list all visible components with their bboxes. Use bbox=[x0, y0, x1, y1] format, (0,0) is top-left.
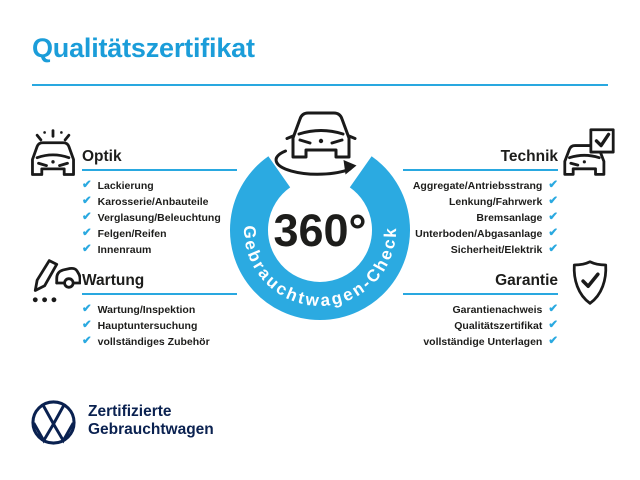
check-icon: ✔ bbox=[82, 227, 92, 240]
check-icon: ✔ bbox=[548, 179, 558, 192]
check-item-label: Lackierung bbox=[97, 180, 154, 192]
check-item bbox=[82, 318, 210, 334]
check-icon: ✔ bbox=[548, 335, 558, 348]
check-item bbox=[476, 210, 558, 226]
check-icon: ✔ bbox=[548, 243, 558, 256]
check-item-label: Hauptuntersuchung bbox=[97, 320, 198, 332]
check-item bbox=[82, 226, 221, 242]
check-item-label: Felgen/Reifen bbox=[97, 228, 167, 240]
check-icon: ✔ bbox=[548, 227, 558, 240]
check-item bbox=[454, 318, 558, 334]
check-icon: ✔ bbox=[548, 195, 558, 208]
check-item-label: Verglasung/Beleuchtung bbox=[97, 212, 221, 224]
car-rotation-icon bbox=[276, 113, 356, 175]
brand-wordmark bbox=[88, 403, 214, 438]
check-item bbox=[82, 334, 210, 350]
check-icon: ✔ bbox=[548, 319, 558, 332]
check-item-label: Bremsanlage bbox=[476, 212, 543, 224]
service-record-icon bbox=[25, 255, 81, 311]
center-360-label: 360° bbox=[273, 205, 367, 256]
check-icon: ✔ bbox=[82, 319, 92, 332]
check-item bbox=[451, 242, 558, 258]
360-check-badge bbox=[205, 98, 435, 330]
ring-curved-text: Gebrauchtwagen-Check bbox=[239, 225, 401, 311]
check-item-label: Unterboden/Abgasanlage bbox=[415, 228, 543, 240]
title-divider bbox=[32, 84, 608, 86]
check-item bbox=[82, 302, 210, 318]
section-heading-technik: Technik bbox=[500, 148, 558, 165]
check-item-label: Innenraum bbox=[97, 244, 152, 256]
car-shine-icon bbox=[25, 125, 81, 181]
section-heading-garantie: Garantie bbox=[495, 272, 558, 289]
check-item-label: Wartung/Inspektion bbox=[97, 304, 196, 316]
check-item-label: vollständige Unterlagen bbox=[423, 336, 543, 348]
vw-logo bbox=[30, 399, 77, 446]
check-item bbox=[82, 210, 221, 226]
check-icon: ✔ bbox=[82, 179, 92, 192]
check-item bbox=[452, 302, 558, 318]
check-item bbox=[423, 334, 558, 350]
check-item-label: Qualitätszertifikat bbox=[454, 320, 543, 332]
check-item bbox=[82, 178, 221, 194]
check-icon: ✔ bbox=[82, 303, 92, 316]
check-item bbox=[82, 242, 221, 258]
wartung-check-list bbox=[82, 302, 210, 350]
section-heading-optik: Optik bbox=[82, 148, 122, 165]
check-icon: ✔ bbox=[82, 335, 92, 348]
check-item bbox=[449, 194, 558, 210]
check-item-label: Sicherheit/Elektrik bbox=[450, 244, 543, 256]
shield-check-icon bbox=[566, 258, 614, 308]
check-item-label: Lenkung/Fahrwerk bbox=[449, 196, 543, 208]
car-checkbox-icon bbox=[560, 126, 618, 180]
check-item-label: vollständiges Zubehör bbox=[97, 336, 210, 348]
check-item-label: Aggregate/Antriebsstrang bbox=[412, 180, 543, 192]
check-icon: ✔ bbox=[82, 195, 92, 208]
check-icon: ✔ bbox=[82, 211, 92, 224]
check-icon: ✔ bbox=[548, 211, 558, 224]
optik-check-list bbox=[82, 178, 221, 258]
check-icon: ✔ bbox=[82, 243, 92, 256]
check-item bbox=[415, 226, 558, 242]
check-icon: ✔ bbox=[548, 303, 558, 316]
brand-line-2: Gebrauchtwagen bbox=[88, 420, 214, 438]
check-item bbox=[82, 194, 221, 210]
page-title: Qualitätszertifikat bbox=[32, 33, 255, 63]
check-item-label: Garantienachweis bbox=[452, 304, 543, 316]
section-heading-wartung: Wartung bbox=[82, 272, 145, 289]
brand-line-1: Zertifizierte bbox=[88, 403, 172, 420]
check-item-label: Karosserie/Anbauteile bbox=[97, 196, 209, 208]
